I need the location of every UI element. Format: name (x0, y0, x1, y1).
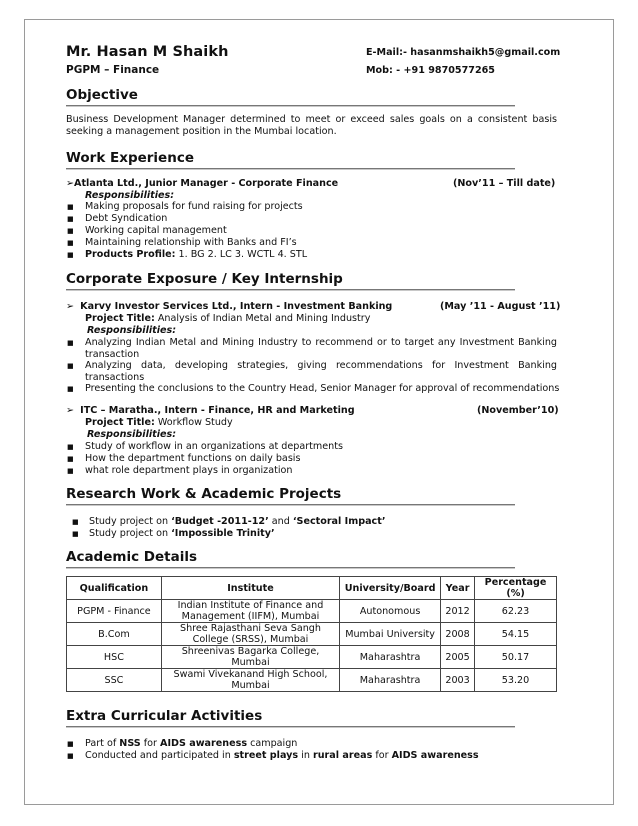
table-cell: Maharashtra (340, 646, 441, 669)
research-heading: Research Work & Academic Projects (66, 486, 342, 502)
work-item: Maintaining relationship with Banks and FI’s (85, 237, 297, 248)
research-project-2 (89, 528, 275, 540)
extra-highlight: rural areas (312, 750, 373, 761)
column-header: Year (441, 577, 475, 600)
table-cell: B.Com (67, 623, 162, 646)
table-cell: Autonomous (340, 600, 441, 623)
email: E-Mail:- hasanmshaikh5@gmail.com (366, 47, 561, 58)
table-cell: Mumbai University (340, 623, 441, 646)
divider (66, 168, 515, 170)
itc-project-label: Project Title: (85, 417, 155, 428)
karvy-item-2-line-1: Analyzing data, developing strategies, giving recommendations for Investment Banking (85, 360, 557, 371)
extra-highlight: NSS (119, 738, 141, 749)
table-row (67, 669, 557, 692)
divider (66, 105, 515, 107)
column-header: University/Board (340, 577, 441, 600)
products-value: 1. BG 2. LC 3. WCTL 4. STL (175, 249, 308, 260)
itc-item: How the department functions on daily basis (85, 453, 301, 464)
bullet-icon: ■ (67, 227, 74, 235)
column-header: Institute (161, 577, 339, 600)
bullet-icon: ■ (67, 455, 74, 463)
extra-text: Part of (85, 738, 120, 749)
objective-line-2: seeking a management position in the Mumbai location. (66, 126, 337, 137)
table-row (67, 623, 557, 646)
table-cell: 2005 (441, 646, 475, 669)
extra-text: for (140, 738, 161, 749)
bullet-icon: ■ (67, 362, 74, 370)
work-item: Working capital management (85, 225, 227, 236)
table-cell: Indian Institute of Finance and Management (IIFM), Mumbai (161, 600, 339, 623)
objective-line-1: Business Development Manager determined to meet or exceed sales goals on a consistent basis (66, 114, 557, 125)
table-cell: SSC (67, 669, 162, 692)
itc-org: ITC – Maratha., Intern - Finance, HR and Marketing (80, 405, 355, 416)
karvy-item-3: Presenting the conclusions to the Country Head, Senior Manager for approval of recommendations (85, 383, 560, 394)
extra-heading: Extra Curricular Activities (66, 708, 263, 724)
bullet-icon: ■ (72, 518, 79, 526)
column-header: Qualification (67, 577, 162, 600)
research-project-1 (89, 516, 385, 528)
karvy-item-1-line-1: Analyzing Indian Metal and Mining Industry to recommend or to target any Investment Banking (85, 337, 557, 348)
karvy-resp-label: Responsibilities: (87, 325, 177, 336)
table-cell: 54.15 (475, 623, 557, 646)
research-text: and (268, 516, 293, 527)
table-cell: PGPM - Finance (67, 600, 162, 623)
table-header-row (67, 577, 557, 600)
karvy-project-value: Analysis of Indian Metal and Mining Industry (154, 313, 371, 324)
itc-org-row (66, 405, 355, 417)
bullet-icon: ■ (67, 385, 74, 393)
karvy-project-label: Project Title: (85, 313, 155, 324)
products-row (85, 249, 307, 261)
objective-heading: Objective (66, 87, 138, 103)
extra-highlight: street plays (233, 750, 299, 761)
karvy-org: Karvy Investor Services Ltd., Intern - Investment Banking (80, 301, 393, 312)
corporate-heading: Corporate Exposure / Key Internship (66, 271, 343, 287)
arrow-bullet-icon: ➢ (66, 301, 75, 312)
candidate-title: PGPM – Finance (66, 64, 160, 76)
karvy-item-2-line-2: transactions (85, 372, 145, 383)
karvy-project (85, 313, 370, 325)
extra-text: campaign (247, 738, 298, 749)
table-cell: 2008 (441, 623, 475, 646)
research-text: Study project on (89, 516, 172, 527)
work-item: Making proposals for fund raising for projects (85, 201, 303, 212)
divider (66, 289, 515, 291)
research-topic: ‘Sectoral Impact’ (292, 516, 386, 527)
research-text: Study project on (89, 528, 172, 539)
extra-text: for (372, 750, 392, 761)
bullet-icon: ■ (72, 530, 79, 538)
table-cell: Maharashtra (340, 669, 441, 692)
itc-item: Study of workflow in an organizations at departments (85, 441, 344, 452)
itc-item: what role department plays in organization (85, 465, 293, 476)
itc-project-value: Workflow Study (154, 417, 233, 428)
research-topic: ‘Budget -2011-12’ (171, 516, 269, 527)
table-row (67, 600, 557, 623)
bullet-icon: ■ (67, 740, 74, 748)
bullet-icon: ■ (67, 239, 74, 247)
candidate-name: Mr. Hasan M Shaikh (66, 44, 229, 60)
extra-item-1 (85, 738, 297, 750)
extra-text: Conducted and participated in (85, 750, 234, 761)
academic-heading: Academic Details (66, 549, 197, 565)
bullet-icon: ■ (67, 752, 74, 760)
table-cell: Shree Rajasthani Seva Sangh College (SRSS), Mumbai (161, 623, 339, 646)
bullet-icon: ■ (67, 443, 74, 451)
divider (66, 567, 515, 569)
bullet-icon: ■ (67, 215, 74, 223)
arrow-bullet-icon: ➢ (66, 405, 75, 416)
bullet-icon: ■ (67, 251, 74, 259)
table-row (67, 646, 557, 669)
itc-period: (November’10) (477, 405, 559, 416)
itc-resp-label: Responsibilities: (87, 429, 177, 440)
table-cell: 50.17 (475, 646, 557, 669)
bullet-icon: ■ (67, 339, 74, 347)
research-topic: ‘Impossible Trinity’ (171, 528, 275, 539)
table-cell: 53.20 (475, 669, 557, 692)
work-resp-label: Responsibilities: (85, 190, 175, 201)
extra-highlight: AIDS awareness (160, 738, 248, 749)
work-period: (Nov’11 – Till date) (453, 178, 556, 189)
table-cell: Swami Vivekanand High School, Mumbai (161, 669, 339, 692)
karvy-period: (May ’11 - August ’11) (440, 301, 561, 312)
column-header: Percentage (%) (475, 577, 557, 600)
table-cell: Shreenivas Bagarka College, Mumbai (161, 646, 339, 669)
itc-project (85, 417, 233, 429)
academic-table (66, 576, 557, 692)
work-company: Atlanta Ltd., Junior Manager - Corporate Finance (74, 178, 339, 189)
mobile: Mob: - +91 9870577265 (366, 65, 495, 76)
table-cell: 2003 (441, 669, 475, 692)
bullet-icon: ■ (67, 467, 74, 475)
extra-text: in (298, 750, 313, 761)
bullet-icon: ■ (67, 203, 74, 211)
arrow-bullet-icon: ➢ (66, 178, 75, 189)
work-item: Debt Syndication (85, 213, 168, 224)
table-cell: HSC (67, 646, 162, 669)
table-cell: 2012 (441, 600, 475, 623)
divider (66, 504, 515, 506)
work-heading: Work Experience (66, 150, 194, 166)
karvy-item-1-line-2: transaction (85, 349, 140, 360)
karvy-org-row (66, 301, 392, 313)
extra-item-2 (85, 750, 479, 762)
table-cell: 62.23 (475, 600, 557, 623)
products-label: Products Profile: (85, 249, 176, 260)
divider (66, 726, 515, 728)
extra-highlight: AIDS awareness (391, 750, 479, 761)
work-company-row (66, 178, 338, 190)
